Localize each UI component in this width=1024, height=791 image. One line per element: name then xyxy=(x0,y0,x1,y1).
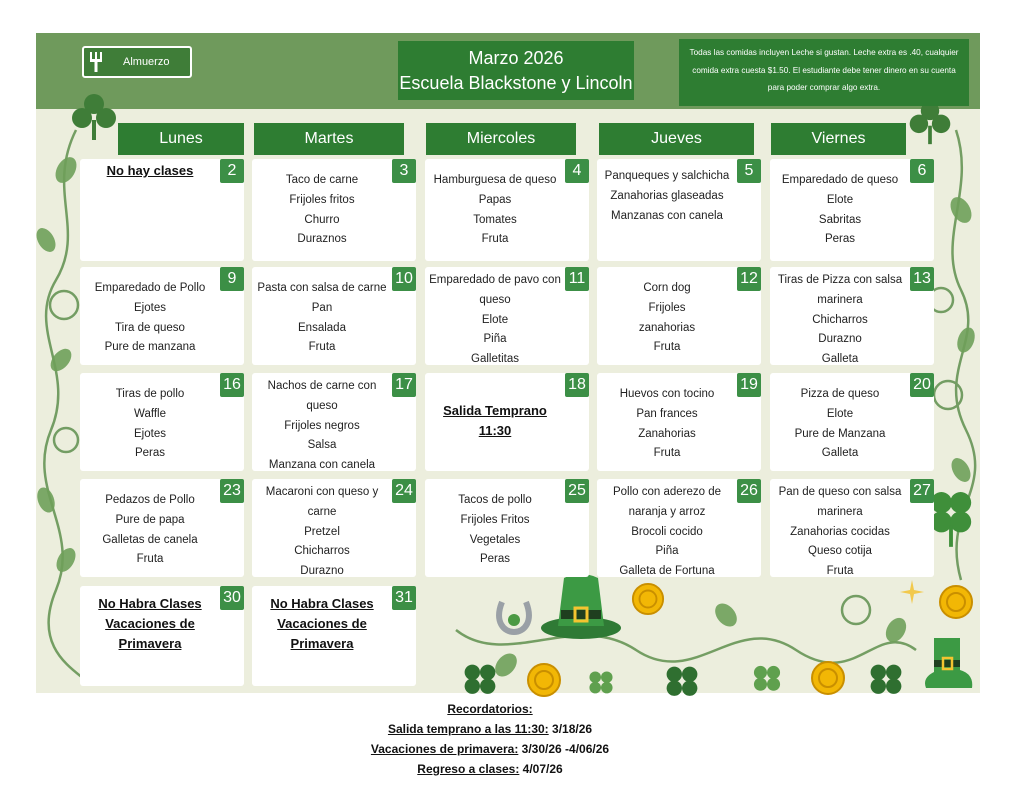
gold-coin-icon xyxy=(810,660,846,696)
menu-items xyxy=(80,385,220,464)
menu-item: Tiras de pollo xyxy=(115,388,185,400)
reminders-title: Recordatorios: xyxy=(447,702,533,716)
day-number-badge: 16 xyxy=(220,373,244,397)
menu-items xyxy=(597,167,737,226)
leprechaun-boot-icon xyxy=(916,634,976,694)
menu-item: Frijoles fritos xyxy=(289,193,355,206)
special-notice-line: Primavera xyxy=(290,636,354,651)
menu-item: marinera xyxy=(817,505,863,518)
day-cell xyxy=(80,159,244,261)
menu-items xyxy=(252,377,392,476)
menu-item: carne xyxy=(307,505,337,518)
reminder-label: Salida temprano a las 11:30: xyxy=(387,722,549,736)
menu-item: Pizza de queso xyxy=(800,388,880,400)
menu-item: Taco de carne xyxy=(285,174,359,186)
special-notice-line: Primavera xyxy=(118,636,182,651)
day-cell xyxy=(80,479,244,577)
day-cell xyxy=(425,267,589,365)
reminder-label: Regreso a clases: xyxy=(417,762,520,776)
menu-items xyxy=(597,279,737,358)
menu-item: Sabritas xyxy=(818,213,862,226)
title-month: Marzo 2026 xyxy=(468,48,564,68)
menu-item: Emparedado de Pollo xyxy=(94,282,206,294)
menu-item: Pasta con salsa de carne xyxy=(257,282,387,294)
menu-item: Galleta de Fortuna xyxy=(619,565,715,578)
menu-item: Papas xyxy=(478,193,512,206)
gold-coin-icon xyxy=(630,582,666,616)
reminder-date: 4/07/26 xyxy=(519,762,563,776)
reminder-date: 3/18/26 xyxy=(548,722,593,736)
day-cell xyxy=(252,373,416,471)
menu-item: Fruta xyxy=(136,553,164,566)
pricing-note: Todas las comidas incluyen Leche si gustan. Leche extra es .40, cualquier comida extra cuesta $1.50. El estudiante debe tener dinero en su cuenta para poder comprar algo extra. xyxy=(679,39,969,106)
special-notice-line: No hay clases xyxy=(106,163,194,178)
menu-item: zanahorias xyxy=(638,321,696,334)
menu-item: Fruta xyxy=(481,233,509,246)
day-cell xyxy=(252,159,416,261)
menu-item: Corn dog xyxy=(643,282,691,294)
reminder-label: Vacaciones de primavera: xyxy=(370,742,519,756)
menu-items xyxy=(597,483,737,582)
menu-items xyxy=(80,491,220,570)
menu-item: Zanahorias cocidas xyxy=(790,525,890,538)
clover-icon xyxy=(586,668,616,698)
special-notice-line: No Habra Clases xyxy=(98,596,202,611)
day-cell xyxy=(770,267,934,365)
menu-items xyxy=(770,483,910,582)
day-number-badge: 30 xyxy=(220,586,244,610)
menu-items xyxy=(425,171,565,250)
menu-item: Duraznos xyxy=(297,233,347,246)
sparkle-icon xyxy=(900,580,924,604)
day-cell xyxy=(770,479,934,577)
calendar-title xyxy=(398,41,634,100)
menu-item: Queso cotija xyxy=(808,545,872,558)
day-cell xyxy=(252,586,416,686)
menu-items xyxy=(770,385,910,464)
menu-item: Tomates xyxy=(473,213,517,226)
day-cell xyxy=(425,479,589,577)
day-header-viernes: Viernes xyxy=(771,123,906,155)
gold-coin-icon xyxy=(938,584,974,620)
day-cell xyxy=(597,267,761,365)
special-notice xyxy=(80,594,220,654)
menu-item: Elote xyxy=(826,407,854,420)
day-number-badge: 6 xyxy=(910,159,934,183)
menu-items xyxy=(252,171,392,250)
title-school: Escuela Blackstone y Lincoln xyxy=(399,73,633,93)
day-number-badge: 2 xyxy=(220,159,244,183)
day-number-badge: 10 xyxy=(392,267,416,291)
menu-item: Galleta xyxy=(821,353,859,366)
menu-items xyxy=(425,271,565,370)
reminder-date: 3/30/26 -4/06/26 xyxy=(518,742,610,756)
menu-item: Fruta xyxy=(826,565,854,578)
menu-item: Peras xyxy=(134,447,166,460)
menu-item: Hamburguesa de queso xyxy=(433,174,557,186)
menu-item: Nachos de carne con xyxy=(267,380,377,392)
day-number-badge: 5 xyxy=(737,159,761,183)
menu-item: Elote xyxy=(826,193,854,206)
special-notice-line: Vacaciones de xyxy=(277,616,367,631)
day-cell xyxy=(252,267,416,365)
menu-item: naranja y arroz xyxy=(628,505,706,518)
menu-item: Manzana con canela xyxy=(268,459,376,472)
horseshoe-icon xyxy=(494,596,534,636)
menu-item: Salsa xyxy=(307,439,337,452)
special-notice-line: No Habra Clases xyxy=(270,596,374,611)
clover-icon xyxy=(460,660,500,700)
special-notice-line: Vacaciones de xyxy=(105,616,195,631)
day-number-badge: 12 xyxy=(737,267,761,291)
menu-item: queso xyxy=(479,293,511,306)
day-number-badge: 31 xyxy=(392,586,416,610)
menu-item: Fruta xyxy=(653,341,681,354)
day-header-jueves: Jueves xyxy=(599,123,754,155)
day-number-badge: 26 xyxy=(737,479,761,503)
reminder-line xyxy=(300,759,680,779)
menu-item: Pretzel xyxy=(304,525,340,538)
day-cell xyxy=(80,373,244,471)
menu-item: Frijoles Fritos xyxy=(460,513,530,526)
day-header-miercoles: Miercoles xyxy=(426,123,576,155)
menu-item: queso xyxy=(306,399,338,412)
clover-icon xyxy=(68,90,120,142)
menu-item: Galleta xyxy=(821,447,859,460)
special-notice-line: 11:30 xyxy=(478,423,512,438)
special-notice xyxy=(80,161,220,181)
menu-item: Ejotes xyxy=(134,427,166,440)
day-cell xyxy=(425,159,589,261)
day-cell xyxy=(80,586,244,686)
menu-item: Piña xyxy=(655,545,679,558)
menu-item: Churro xyxy=(304,213,340,226)
menu-item: Peras xyxy=(824,233,856,246)
day-number-badge: 17 xyxy=(392,373,416,397)
fork-icon xyxy=(85,50,107,74)
menu-item: Emparedado de pavo con xyxy=(429,274,561,286)
reminders xyxy=(300,699,680,779)
day-cell xyxy=(597,159,761,261)
day-number-badge: 20 xyxy=(910,373,934,397)
day-number-badge: 23 xyxy=(220,479,244,503)
day-number-badge: 25 xyxy=(565,479,589,503)
menu-item: Fruta xyxy=(653,447,681,460)
day-cell xyxy=(80,267,244,365)
day-number-badge: 3 xyxy=(392,159,416,183)
menu-item: Pan frances xyxy=(636,407,698,420)
gold-coin-icon xyxy=(526,662,562,698)
menu-item: Pollo con aderezo de xyxy=(612,486,722,498)
menu-item: Pure de manzana xyxy=(104,341,196,354)
menu-items xyxy=(80,279,220,358)
special-notice xyxy=(425,401,565,441)
menu-item: Tacos de pollo xyxy=(458,494,532,506)
menu-item: Panqueques y salchicha xyxy=(604,170,730,182)
menu-item: Waffle xyxy=(134,407,166,420)
menu-item: Durazno xyxy=(300,565,344,578)
menu-item: Pan de queso con salsa xyxy=(778,486,902,498)
day-cell xyxy=(425,373,589,471)
menu-item: Peras xyxy=(479,553,511,566)
special-notice xyxy=(252,594,392,654)
menu-items xyxy=(252,279,392,358)
menu-item: Fruta xyxy=(308,341,336,354)
reminder-line xyxy=(300,719,680,739)
day-number-badge: 24 xyxy=(392,479,416,503)
menu-item: Brocoli cocido xyxy=(631,525,703,538)
menu-items xyxy=(425,491,565,570)
menu-item: Macaroni con queso y xyxy=(265,486,379,498)
menu-item: Emparedado de queso xyxy=(781,174,899,186)
special-notice-line: Salida Temprano xyxy=(443,403,547,418)
menu-item: Ensalada xyxy=(298,321,346,334)
day-header-lunes: Lunes xyxy=(118,123,244,155)
day-cell xyxy=(770,159,934,261)
day-header-martes: Martes xyxy=(254,123,404,155)
day-number-badge: 9 xyxy=(220,267,244,291)
menu-item: Pure de Manzana xyxy=(794,427,886,440)
day-number-badge: 11 xyxy=(565,267,589,291)
menu-item: Galletas de canela xyxy=(102,533,198,546)
day-cell xyxy=(597,373,761,471)
menu-item: Frijoles xyxy=(648,301,686,314)
day-cell xyxy=(770,373,934,471)
menu-item: marinera xyxy=(817,293,863,306)
menu-item: Elote xyxy=(481,313,509,326)
day-number-badge: 4 xyxy=(565,159,589,183)
menu-item: Frijoles negros xyxy=(284,419,360,432)
menu-item: Vegetales xyxy=(469,533,521,546)
menu-items xyxy=(597,385,737,464)
clover-icon xyxy=(750,662,784,696)
day-number-badge: 27 xyxy=(910,479,934,503)
meal-type-tag xyxy=(82,46,192,78)
reminder-line xyxy=(300,739,680,759)
menu-item: Pedazos de Pollo xyxy=(105,494,195,506)
day-number-badge: 19 xyxy=(737,373,761,397)
day-cell xyxy=(252,479,416,577)
menu-item: Tira de queso xyxy=(115,321,185,334)
menu-item: Huevos con tocino xyxy=(619,388,715,400)
menu-item: Galletitas xyxy=(471,353,519,366)
clover-icon xyxy=(866,660,906,700)
menu-item: Pure de papa xyxy=(115,513,185,526)
menu-items xyxy=(770,171,910,250)
menu-item: Manzanas con canela xyxy=(611,209,723,222)
menu-item: Piña xyxy=(483,333,507,346)
menu-item: Zanahorias glaseadas xyxy=(610,189,724,202)
menu-items xyxy=(770,271,910,370)
menu-item: Chicharros xyxy=(294,545,350,558)
meal-type-label: Almuerzo xyxy=(123,56,170,68)
menu-item: Ejotes xyxy=(134,301,166,314)
menu-item: Chicharros xyxy=(812,313,868,326)
clover-icon xyxy=(662,662,702,702)
menu-item: Pan xyxy=(311,301,333,314)
menu-item: Durazno xyxy=(818,333,862,346)
day-number-badge: 13 xyxy=(910,267,934,291)
menu-items xyxy=(252,483,392,582)
day-number-badge: 18 xyxy=(565,373,589,397)
menu-item: Tiras de Pizza con salsa xyxy=(777,274,903,286)
menu-item: Zanahorias xyxy=(638,427,696,440)
day-cell xyxy=(597,479,761,577)
